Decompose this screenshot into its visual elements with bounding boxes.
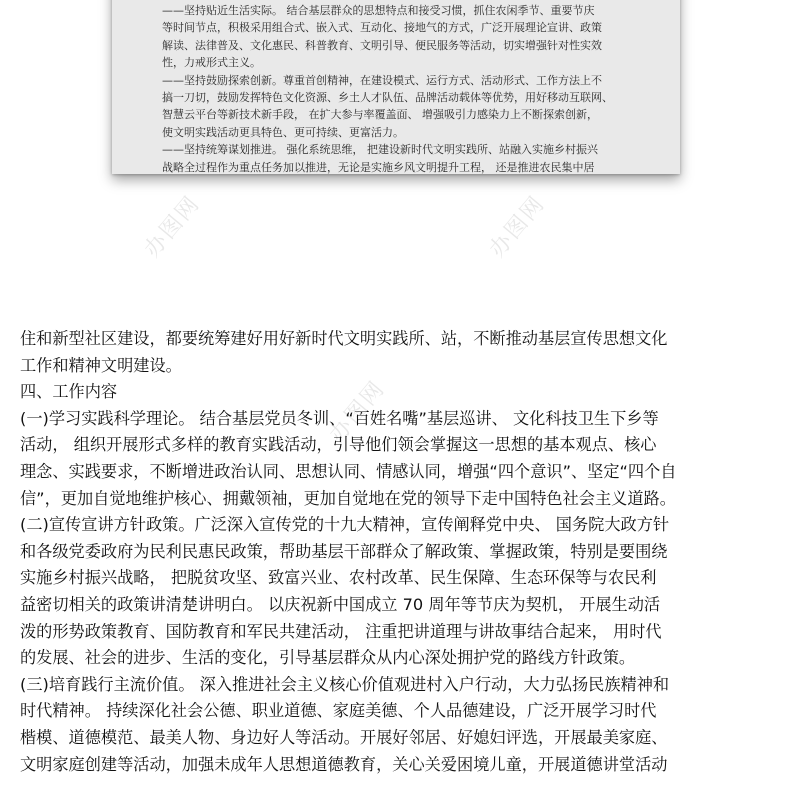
body-line: 活动， 组织开展形式多样的教育实践活动，引导他们领会掌握这一思想的基本观点、核心 — [20, 435, 657, 455]
body-line: 文明家庭创建等活动，加强未成年人思想道德教育，关心关爱困境儿童，开展道德讲堂活动 — [20, 754, 668, 774]
body-line: 泼的形势政策教育、国防教育和军民共建活动， 注重把讲道理与讲故事结合起来， 用时代 — [20, 621, 662, 641]
preview-line: 使文明实践活动更具特色、更可持续、更富活力。 — [162, 125, 404, 139]
preview-line: 解读、法律普及、文化惠民、科普教育、文明引导、便民服务等活动，切实增强针对性实效 — [162, 38, 602, 52]
preview-text-block — [162, 2, 642, 174]
preview-line: 等时间节点，积极采用组合式、嵌入式、互动化、接地气的方式，广泛开展理论宣讲、政策 — [162, 21, 602, 35]
preview-line: 搞一刀切，鼓励发挥特色文化资源、乡土人才队伍、品牌活动载体等优势，用好移动互联网、 — [162, 91, 613, 105]
section-heading: 四、工作内容 — [20, 382, 118, 402]
watermark: 办图网 — [484, 191, 551, 263]
body-line: 理念、实践要求，不断增进政治认同、思想认同、情感认同，增强“四个意识”、坚定“四个自 — [20, 461, 677, 481]
watermark: 办图网 — [139, 191, 206, 263]
body-line: 实施乡村振兴战略， 把脱贫攻坚、致富兴业、农村改革、民生保障、生态环保等与农民利 — [20, 568, 657, 588]
preview-line: ——坚持统筹谋划推进。 强化系统思维， 把建设新时代文明实践所、站融入实施乡村振兴 — [162, 143, 598, 157]
body-line: 楷模、道德模范、最美人物、身边好人等活动。开展好邻居、好媳妇评选，开展最美家庭、 — [20, 727, 668, 747]
preview-line: ——坚持贴近生活实际。 结合基层群众的思想特点和接受习惯，抓住农闲季节、重要节庆 — [162, 4, 595, 17]
body-line: 益密切相关的政策讲清楚讲明白。 以庆祝新中国成立 70 周年等节庆为契机， 开展生动活 — [20, 594, 661, 614]
body-text-block — [20, 326, 780, 778]
body-line: 工作和精神文明建设。 — [20, 355, 182, 375]
watermark: 办图网 — [324, 376, 391, 448]
preview-line: 战略全过程作为重点任务加以推进，无论是实施乡风文明提升工程， 还是推进农民集中居 — [162, 160, 595, 174]
body-line: 住和新型社区建设，都要统筹建好用好新时代文明实践所、站，不断推动基层宣传思想文化 — [20, 329, 668, 348]
body-line: (三)培育践行主流价值。 深入推进社会主义核心价值观进村入户行动，大力弘扬民族精神和 — [20, 674, 670, 694]
preview-line: ——坚持鼓励探索创新。尊重首创精神，在建设模式、运行方式、活动形式、工作方法上不 — [162, 73, 602, 87]
body-line: 时代精神。 持续深化社会公德、职业道德、家庭美德、个人品德建设，广泛开展学习时代 — [20, 701, 657, 721]
body-line: 信”，更加自觉地维护核心、拥戴领袖，更加自觉地在党的领导下走中国特色社会主义道路。 — [20, 488, 676, 508]
body-line: 的发展、社会的进步、生活的变化，引导基层群众从内心深处拥护党的路线方针政策。 — [20, 648, 636, 668]
preview-line: 智慧云平台等新技术新手段， 在扩大参与率覆盖面、 增强吸引力感染力上不断探索创新， — [162, 108, 598, 122]
body-line: 和各级党委政府为民利民惠民政策，帮助基层干部群众了解政策、掌握政策，特别是要围绕 — [20, 541, 668, 561]
body-line: (二)宣传宣讲方针政策。广泛深入宣传党的十九大精神，宣传阐释党中央、 国务院大政方针 — [20, 515, 670, 535]
body-line: (一)学习实践科学理论。 结合基层党员冬训、“百姓名嘴”基层巡讲、 文化科技卫生下乡等 — [20, 408, 659, 428]
preview-line: 性，力戒形式主义。 — [162, 56, 261, 70]
preview-card — [112, 0, 680, 174]
